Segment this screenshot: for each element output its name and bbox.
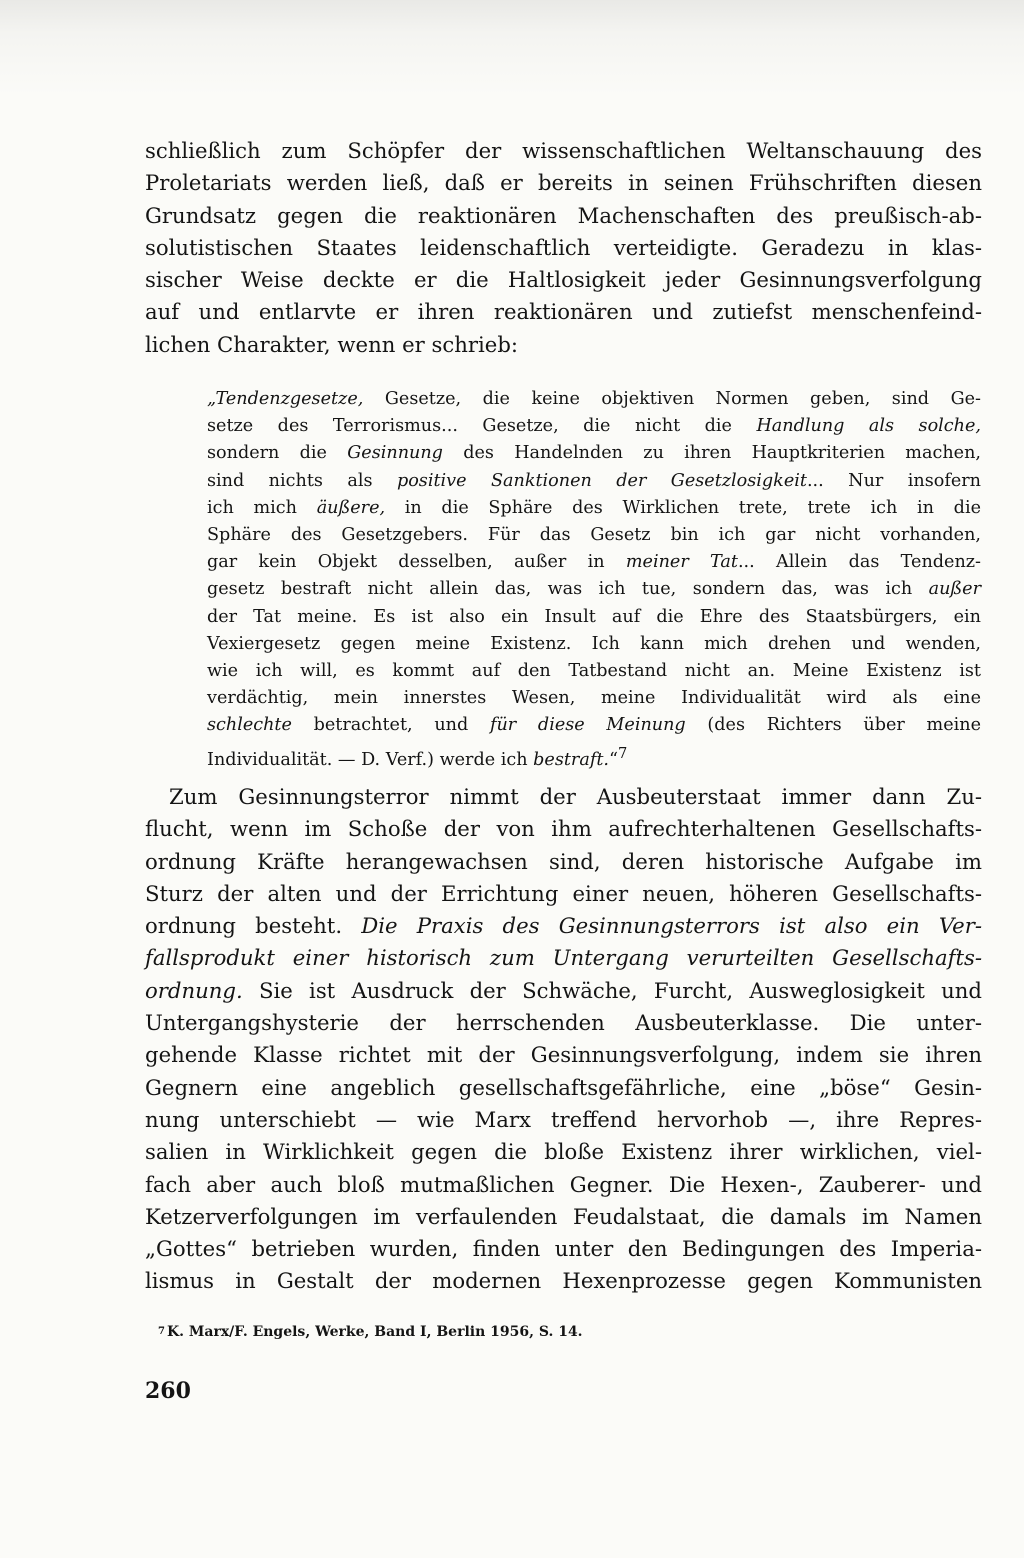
text-line: Untergangshysterie der herrschenden Ausbeuterklasse. Die unter-: [145, 1010, 982, 1036]
text-line: ordnung Kräfte herangewachsen sind, deren historische Aufgabe im: [145, 848, 982, 874]
quote-line: [207, 468, 981, 495]
quote-line: Vexiergesetz gegen meine Existenz. Ich kann mich drehen und wenden,: [207, 633, 981, 654]
quote-line: [207, 440, 981, 467]
emphasis: außer: [928, 579, 981, 600]
emphasis: meiner Tat: [625, 552, 738, 573]
quote-line: [207, 740, 981, 774]
text-line: fach aber auch bloß mutmaßlichen Gegner. Die Hexen-, Zauberer- und: [145, 1171, 982, 1197]
emphasis: Handlung als solche,: [756, 416, 981, 437]
quote-line: [207, 549, 981, 576]
text-line: „Gottes“ betrieben wurden, finden unter den Bedingungen des Imperia-: [145, 1236, 982, 1262]
quote-text: (des Richters über meine: [685, 715, 981, 736]
quote-text: gesetz bestraft nicht allein das, was ich tue, sondern das, was ich: [207, 579, 929, 600]
block-quote: [207, 386, 981, 774]
quote-line: [207, 712, 981, 739]
footnote-text: K. Marx/F. Engels, Werke, Band I, Berlin 1956, S. 14.: [166, 1324, 583, 1340]
text-line: sischer Weise deckte er die Haltlosigkeit jeder Gesinnungsverfolgung: [145, 267, 982, 293]
footnote: [158, 1322, 583, 1342]
quote-line: wie ich will, es kommt auf den Tatbestand nicht an. Meine Existenz ist: [207, 661, 981, 682]
footnote-reference: 7: [618, 744, 628, 762]
paragraph-1: [145, 135, 982, 361]
emphasis: Die Praxis des Gesinnungsterrors ist also ein Ver-: [361, 913, 982, 939]
text: Sie ist Ausdruck der Schwäche, Furcht, Ausweglosigkeit und: [242, 977, 982, 1003]
paragraph-2: [145, 781, 982, 1298]
text-line: flucht, wenn im Schoße der von ihm aufrechterhaltenen Gesellschafts-: [145, 816, 982, 842]
text-line: lichen Charakter, wenn er schrieb:: [145, 331, 519, 357]
text-line: [145, 942, 982, 974]
quote-line: [207, 386, 981, 413]
text-line: Grundsatz gegen die reaktionären Machenschaften des preußisch-ab-: [145, 202, 982, 228]
text: ordnung besteht.: [145, 913, 362, 939]
quote-text: ... Nur insofern: [806, 470, 981, 491]
quote-text: des Handelnden zu ihren Hauptkriterien machen,: [442, 443, 981, 464]
scan-edge-shading: [0, 0, 1024, 95]
emphasis: Gesinnung: [347, 443, 443, 464]
quote-text: ich mich: [207, 497, 317, 518]
text-line: Proletariats werden ließ, daß er bereits in seinen Frühschriften diesen: [145, 170, 982, 196]
quote-line: der Tat meine. Es ist also ein Insult auf die Ehre des Staatsbürgers, ein: [207, 606, 981, 627]
text-line: [145, 975, 982, 1007]
quote-line: verdächtig, mein innerstes Wesen, meine Individualität wird als eine: [207, 688, 981, 709]
text-line: [145, 910, 982, 942]
emphasis: äußere,: [316, 497, 386, 518]
text-line: Ketzerverfolgungen im verfaulenden Feudalstaat, die damals im Namen: [145, 1203, 982, 1229]
quote-line: Sphäre des Gesetzgebers. Für das Gesetz bin ich gar nicht vorhanden,: [207, 525, 981, 546]
emphasis: bestraft.: [533, 749, 609, 770]
emphasis: schlechte: [207, 715, 292, 736]
text-line: salien in Wirklichkeit gegen die bloße Existenz ihrer wirklichen, viel-: [145, 1139, 982, 1165]
quote-text: betrachtet, und: [291, 715, 490, 736]
text-line: Gegnern eine angeblich gesellschaftsgefährliche, eine „böse“ Gesin-: [145, 1074, 982, 1100]
emphasis: ordnung.: [145, 977, 243, 1003]
quote-text: Gesetze, die keine objektiven Normen geben, sind Ge-: [363, 389, 981, 409]
text-line: Sturz der alten und der Errichtung einer neuen, höheren Gesellschafts-: [145, 880, 982, 906]
quote-text: sind nichts als: [207, 470, 397, 491]
quote-text: “: [609, 749, 618, 770]
text-line: nung unterschiebt — wie Marx treffend hervorhob —, ihre Repres-: [145, 1106, 982, 1132]
text-line: auf und entlarvte er ihren reaktionären und zutiefst menschenfeind-: [145, 299, 982, 325]
quote-text: in die Sphäre des Wirklichen trete, trete ich in die: [385, 497, 981, 518]
emphasis: für diese Meinung: [489, 715, 686, 736]
text-line: gehende Klasse richtet mit der Gesinnungsverfolgung, indem sie ihren: [145, 1042, 982, 1068]
text-line: schließlich zum Schöpfer der wissenschaftlichen Weltanschauung des: [145, 138, 982, 163]
quote-line: [207, 495, 981, 522]
quote-text: ... Allein das Tendenz-: [737, 552, 981, 573]
emphasis: positive Sanktionen der Gesetzlosigkeit: [396, 470, 807, 491]
footnote-marker: 7: [158, 1326, 165, 1337]
text-line: Zum Gesinnungsterror nimmt der Ausbeuterstaat immer dann Zu-: [169, 784, 982, 809]
page-number: 260: [145, 1378, 191, 1404]
quote-text: setze des Terrorismus... Gesetze, die nicht die: [207, 416, 757, 437]
emphasis: fallsprodukt einer historisch zum Untergang verurteilten Gesellschafts-: [145, 945, 982, 971]
text-line: lismus in Gestalt der modernen Hexenprozesse gegen Kommunisten: [145, 1268, 982, 1294]
quote-line: [207, 413, 981, 440]
text-line: solutistischen Staates leidenschaftlich verteidigte. Geradezu in klas-: [145, 234, 982, 260]
quote-text: gar kein Objekt desselben, außer in: [207, 552, 626, 573]
quote-text: sondern die: [207, 443, 348, 464]
emphasis: „Tendenzgesetze,: [207, 389, 364, 409]
quote-text: Individualität. — D. Verf.) werde ich: [207, 749, 534, 770]
quote-line: [207, 576, 981, 603]
